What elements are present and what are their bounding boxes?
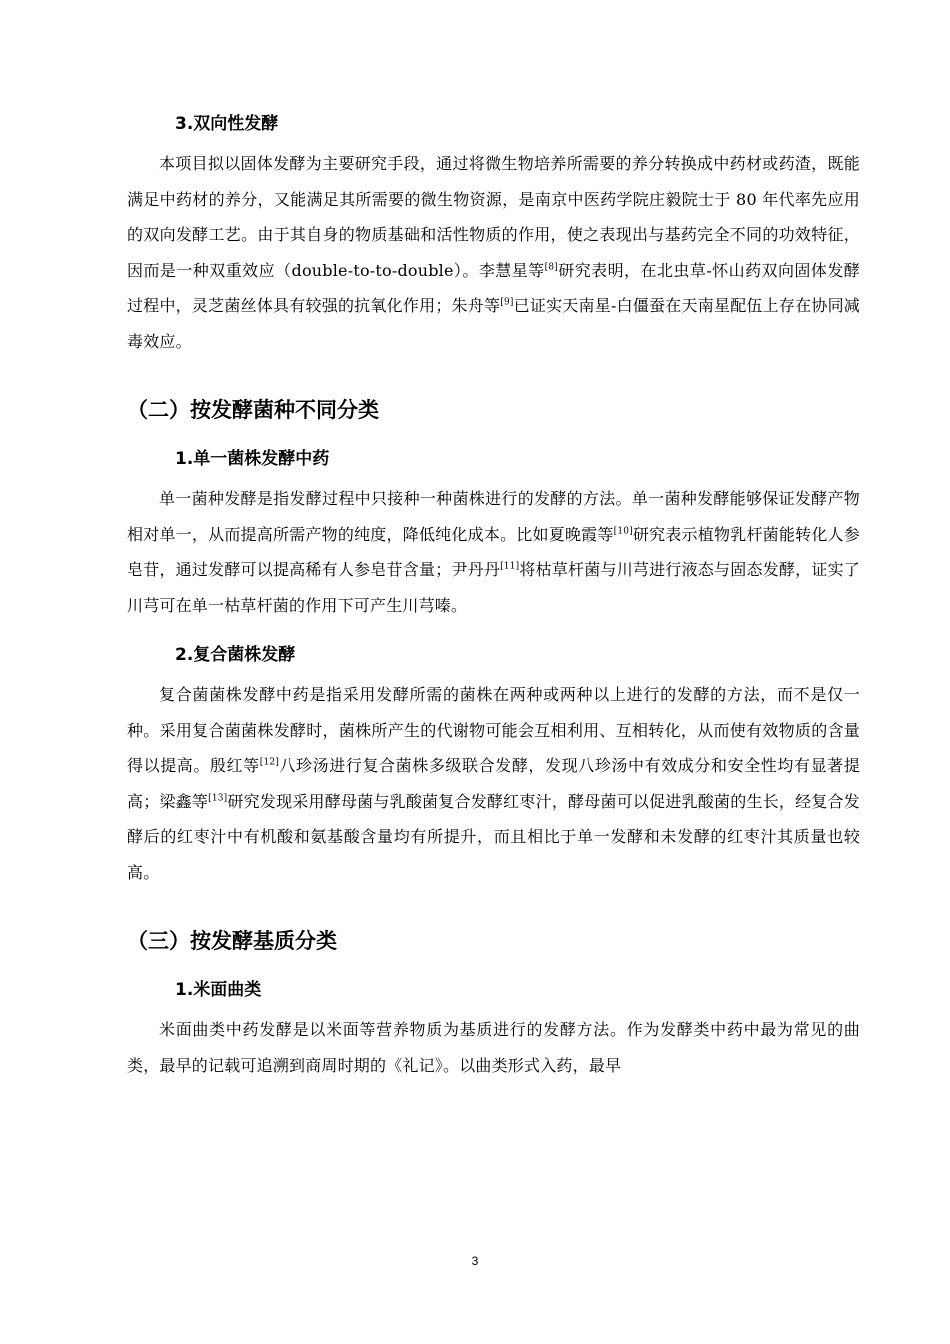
citation-ref: [12] xyxy=(259,757,280,768)
paragraph-text: 本项目拟以固体发酵为主要研究手段，通过将微生物培养所需要的养分转换成中药材或药渣，既能满足中药材的养分，又能满足其所需要的微生物资源，是南京中医药学院庄毅院士于 80 年代率先应用的双向发酵工艺。由于其自身的物质基础和活性物质的作用，使之表现出与基药完全不同的功效特征，因而是一种双重效应（double-to-to-double）。李慧星等 xyxy=(127,154,860,280)
paragraph-text: 单一菌种发酵是指发酵过程中只接种一种菌株进行的发酵的方法。单一菌种发酵能够保证发酵产物相对单一，从而提高所需产物的纯度，降低纯化成本。比如夏晚霞等 xyxy=(127,489,860,544)
paragraph-text: 复合菌菌株发酵中药是指采用发酵所需的菌株在两种或两种以上进行的发酵的方法，而不是仅一种。采用复合菌菌株发酵时，菌株所产生的代谢物可能会互相利用、互相转化，从而使有效物质的含量得以提高。殷红等 xyxy=(127,685,860,775)
citation-ref: [10] xyxy=(613,526,633,537)
citation-ref: [8] xyxy=(544,262,558,273)
section-heading-by-strain: （二）按发酵菌种不同分类 xyxy=(127,398,379,422)
subsection-heading-single-strain: 1.单一菌株发酵中药 xyxy=(175,449,330,469)
paragraph-single-strain xyxy=(127,481,860,623)
paragraph-rice-flour-koji xyxy=(127,1012,860,1083)
page-content xyxy=(127,112,860,1083)
citation-ref: [11] xyxy=(500,561,520,572)
page-number: 3 xyxy=(471,1254,479,1268)
citation-ref: [9] xyxy=(500,297,514,308)
citation-ref: [13] xyxy=(208,793,228,804)
paragraph-bidirectional-fermentation xyxy=(127,146,860,359)
paragraph-text: 研究表明，在北虫草-怀山药双向固体发酵过程中，灵芝菌丝体具有较强的抗氧化作用；朱舟等 xyxy=(127,260,860,315)
subsection-heading-bidirectional-fermentation: 3.双向性发酵 xyxy=(175,114,279,134)
section-heading-by-substrate: （三）按发酵基质分类 xyxy=(127,929,337,953)
paragraph-compound-strain xyxy=(127,677,860,890)
paragraph-text: 八珍汤进行复合菌株多级联合发酵，发现八珍汤中有效成分和安全性均有显著提高；梁鑫等 xyxy=(127,756,860,811)
paragraph-text: 米面曲类中药发酵是以米面等营养物质为基质进行的发酵方法。作为发酵类中药中最为常见的曲类，最早的记载可追溯到商周时期的《礼记》。以曲类形式入药，最早 xyxy=(127,1020,860,1075)
paragraph-text: 已证实天南星-白僵蚕在天南星配伍上存在协同减毒效应。 xyxy=(127,296,860,351)
paragraph-text: 研究发现采用酵母菌与乳酸菌复合发酵红枣汁，酵母菌可以促进乳酸菌的生长，经复合发酵后的红枣汁中有机酸和氨基酸含量均有所提升，而且相比于单一发酵和未发酵的红枣汁其质量也较高。 xyxy=(127,791,860,882)
paragraph-text: 研究表示植物乳杆菌能转化人参皂苷，通过发酵可以提高稀有人参皂苷含量；尹丹丹 xyxy=(127,524,860,579)
subsection-heading-compound-strain: 2.复合菌株发酵 xyxy=(175,645,296,665)
subsection-heading-rice-flour-koji: 1.米面曲类 xyxy=(175,980,262,1000)
paragraph-text: 将枯草杆菌与川芎进行液态与固态发酵，证实了川芎可在单一枯草杆菌的作用下可产生川芎嗪。 xyxy=(127,560,860,615)
